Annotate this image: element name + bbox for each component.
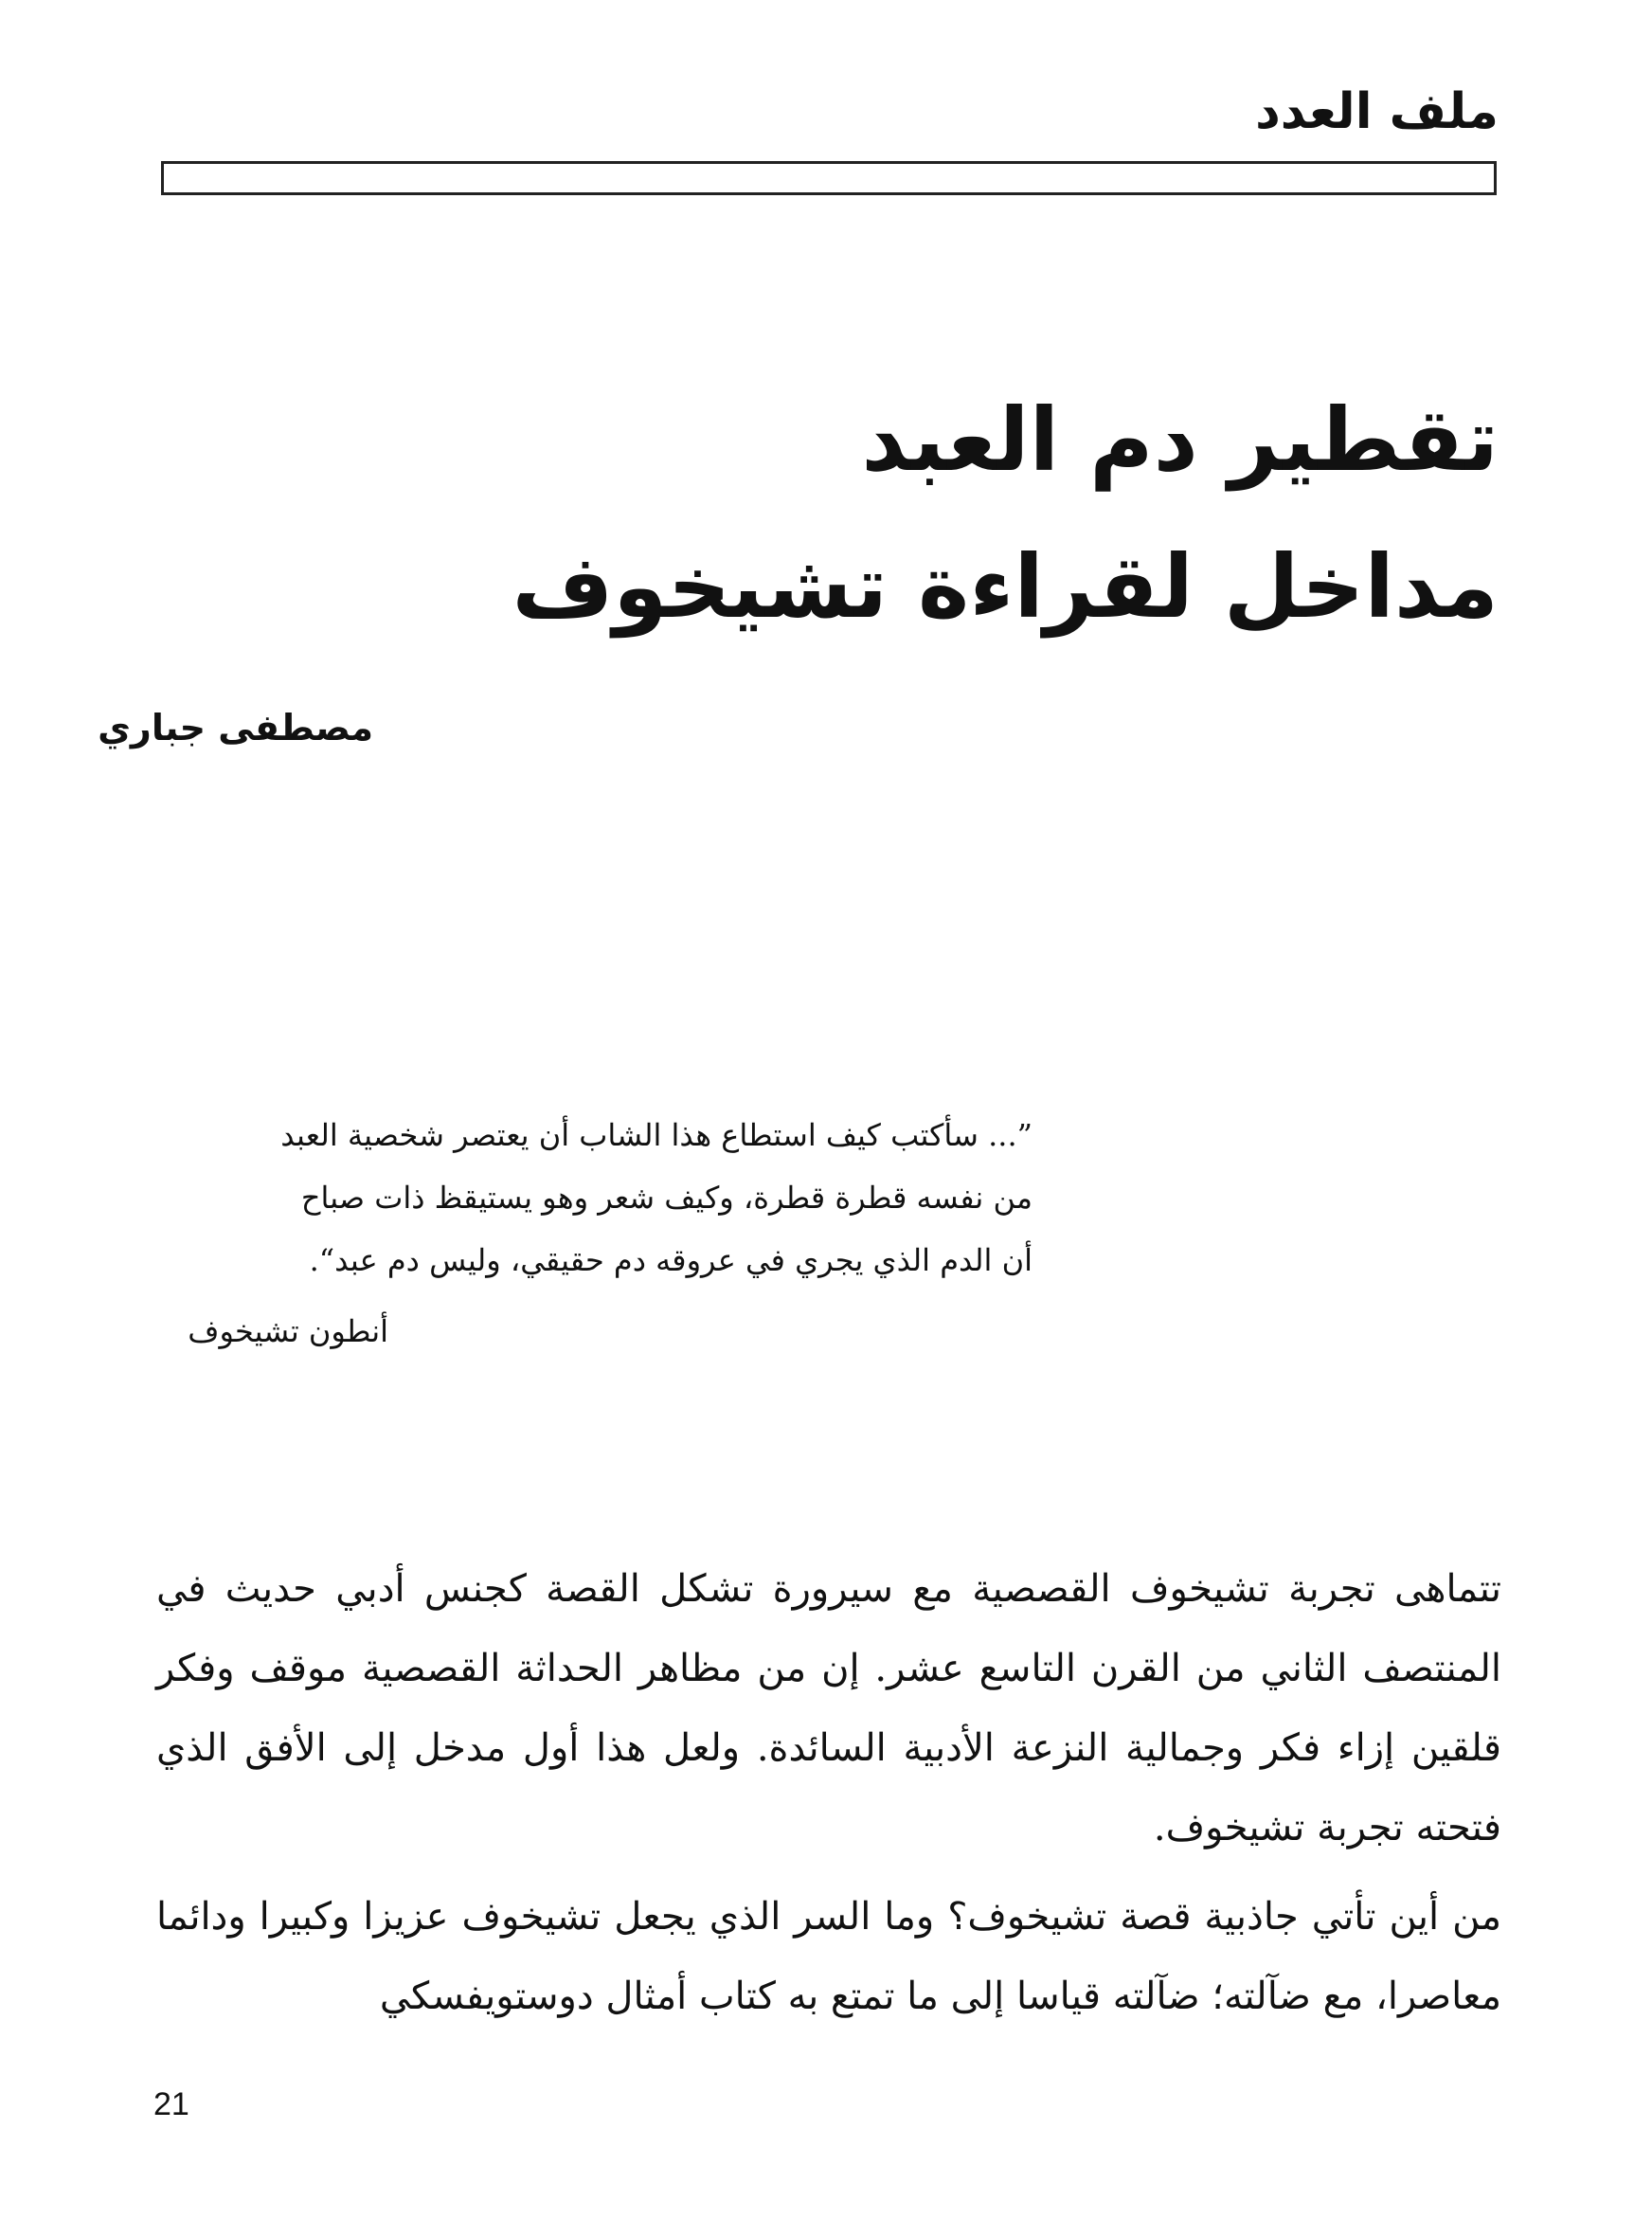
article-title-line-1: تقطير دم العبد	[861, 389, 1499, 491]
body-paragraph: من أين تأتي جاذبية قصة تشيخوف؟ وما السر الذي يجعل تشيخوف عزيزا وكبيرا ودائما معاصرا، مع ضآلته؛ ضآلته قياسا إلى ما تمتع به كتاب أمثال دوستويفسكي	[156, 1895, 1501, 2018]
header-rule-box	[161, 161, 1497, 195]
epigraph-attribution: أنطون تشيخوف	[188, 1313, 388, 1349]
epigraph-line: ”... سأكتب كيف استطاع هذا الشاب أن يعتصر شخصية العبد	[280, 1117, 1032, 1153]
epigraph-line: أن الدم الذي يجري في عروقه دم حقيقي، وليس دم عبد“.	[309, 1242, 1032, 1278]
body-paragraph: تتماهى تجربة تشيخوف القصصية مع سيرورة تشكل القصة كجنس أدبي حديث في المنتصف الثاني من القرن التاسع عشر. إن من مظاهر الحداثة القصصية موقف وفكر قلقين إزاء فكر وجمالية النزعة الأدبية السائدة. ولعل هذا أول مدخل إلى الأفق الذي فتحته تجربة تشيخوف.	[156, 1567, 1501, 1849]
article-title-line-2: مداخل لقراءة تشيخوف	[512, 536, 1499, 638]
article-body	[156, 1549, 1501, 2046]
epigraph-line: من نفسه قطرة قطرة، وكيف شعر وهو يستيقظ ذات صباح	[300, 1180, 1032, 1216]
page-number: 21	[153, 2086, 189, 2122]
section-label: ملف العدد	[1255, 83, 1499, 140]
epigraph-quote	[152, 1104, 1032, 1291]
author-name: مصطفى جباري	[98, 707, 373, 749]
